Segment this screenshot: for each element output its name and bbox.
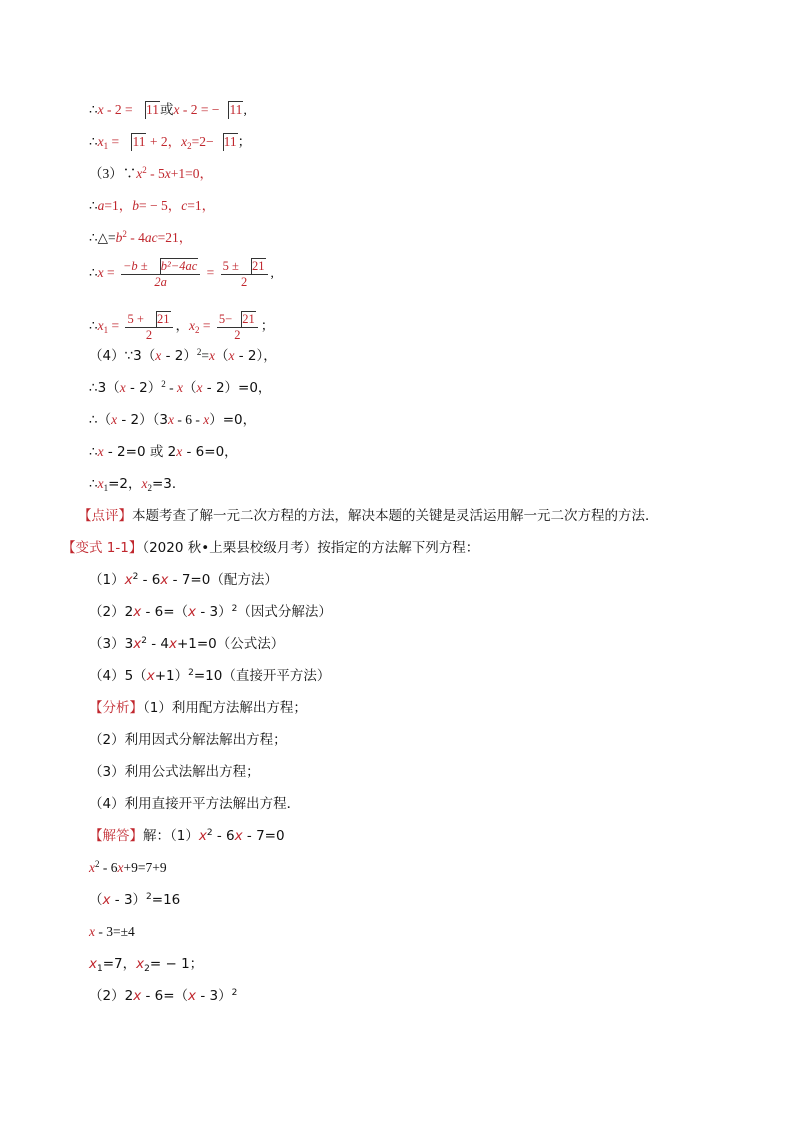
equation-line-7-roots: $\therefore x_1$ = $\frac{5 + 21}{2}$ ，$x_2$ = $\frac{5- 21}{2}$ ； <box>89 312 275 342</box>
equation-line-4: ∴a=1，b= − 5，c=1， <box>89 198 216 213</box>
sqrt-symbol: 11 <box>137 101 160 119</box>
equation-line-12: $\therefore x_1=2$，$x_2=3$． <box>89 476 186 493</box>
solution-step-4: $x_1=7$，$x_2= - 1$； <box>89 956 204 974</box>
sqrt-symbol: b²−4ac <box>152 258 198 274</box>
variant-tag: 【变式 1-1】 <box>62 540 143 556</box>
variant-heading: 【变式 1-1】（2020 秋•上栗县校级月考）按指定的方法解下列方程： <box>62 540 480 556</box>
sqrt-symbol: 11 <box>220 101 243 119</box>
equation-line-11: ∴x - 2=0 或 2x - 6=0， <box>89 444 238 460</box>
answer-line: 【解答】解：$(1)x^2 - 6x - 7=0$ <box>89 828 285 844</box>
comment-paragraph: 【点评】本题考查了解一元二次方程的方法，解决本题的关键是灵活运用解一元二次方程的方法． <box>78 508 659 524</box>
equation-line-6-quadratic-formula: ∴x = $\frac{\text{−b ± b²−4ac}}{2a}$ = $\frac{5 \pm 21}{2}$ , <box>89 259 274 289</box>
sqrt-symbol: 11 <box>215 133 238 151</box>
solution-step-3: x - 3=±4 <box>89 924 135 939</box>
fraction: $\frac{5 + 21}{2}$ <box>125 311 172 343</box>
equation-line-9: ∴3（x - 2）$^2$ - x（x - 2）=0， <box>89 379 272 396</box>
equation-line-3: $(3)\because x^2 - 5x+1=0$， <box>89 165 213 181</box>
analysis-tag: 【分析】 <box>89 700 143 716</box>
sqrt-symbol: 11 <box>123 133 146 151</box>
equation-line-5: $\therefore\triangle=b^2 - 4ac=21$， <box>89 229 193 245</box>
question-4: $(4)5(x+1)^2=10$（直接开平方法） <box>89 668 331 684</box>
sqrt-symbol: 21 <box>243 258 266 274</box>
equation-line-10: ∴（x - 2）（3x - 6 - x）=0， <box>89 412 257 428</box>
equation-line-1: ∴x - 2 = 11或x - 2 = − 11, <box>89 102 247 118</box>
sqrt-symbol: 21 <box>233 311 256 327</box>
equation-line-8: （4）∵3（x - 2）$^2$=x（x - 2）， <box>89 347 277 364</box>
analysis-line-3: （3）利用公式法解出方程； <box>89 764 260 780</box>
equation-line-2: $\therefore x_1 = 11 + 2$，$x_2=2- 11$； <box>89 134 252 151</box>
analysis-line-4: （4）利用直接开平方法解出方程． <box>89 796 301 812</box>
analysis-line-2: （2）利用因式分解法解出方程； <box>89 732 287 748</box>
fraction: $\frac{5 \pm 21}{2}$ <box>221 258 268 290</box>
comment-tag: 【点评】 <box>78 508 132 524</box>
answer-tag: 【解答】 <box>89 828 143 844</box>
question-1: $(1)x^2 - 6x - 7=0$（配方法） <box>89 572 278 588</box>
fraction: $\frac{5- 21}{2}$ <box>217 311 258 343</box>
solution-step-2: （x - 3）$^2$=16 <box>89 892 181 908</box>
solution-step-1: $x^2 - 6x+9=7+9$ <box>89 859 167 875</box>
analysis-line-1: 【分析】（1）利用配方法解出方程； <box>89 700 307 716</box>
question-2: （2）2x - 6=（x - 3）$^2$（因式分解法） <box>89 604 332 620</box>
sqrt-symbol: 21 <box>148 311 171 327</box>
question-3: $(3)3x^2 - 4x+1=0$（公式法） <box>89 636 285 652</box>
fraction: $\frac{\text{−b ± b²−4ac}}{2a}$ <box>121 258 200 290</box>
solution-step-5: （2）2x - 6=（x - 3）$^2$ <box>89 988 238 1004</box>
